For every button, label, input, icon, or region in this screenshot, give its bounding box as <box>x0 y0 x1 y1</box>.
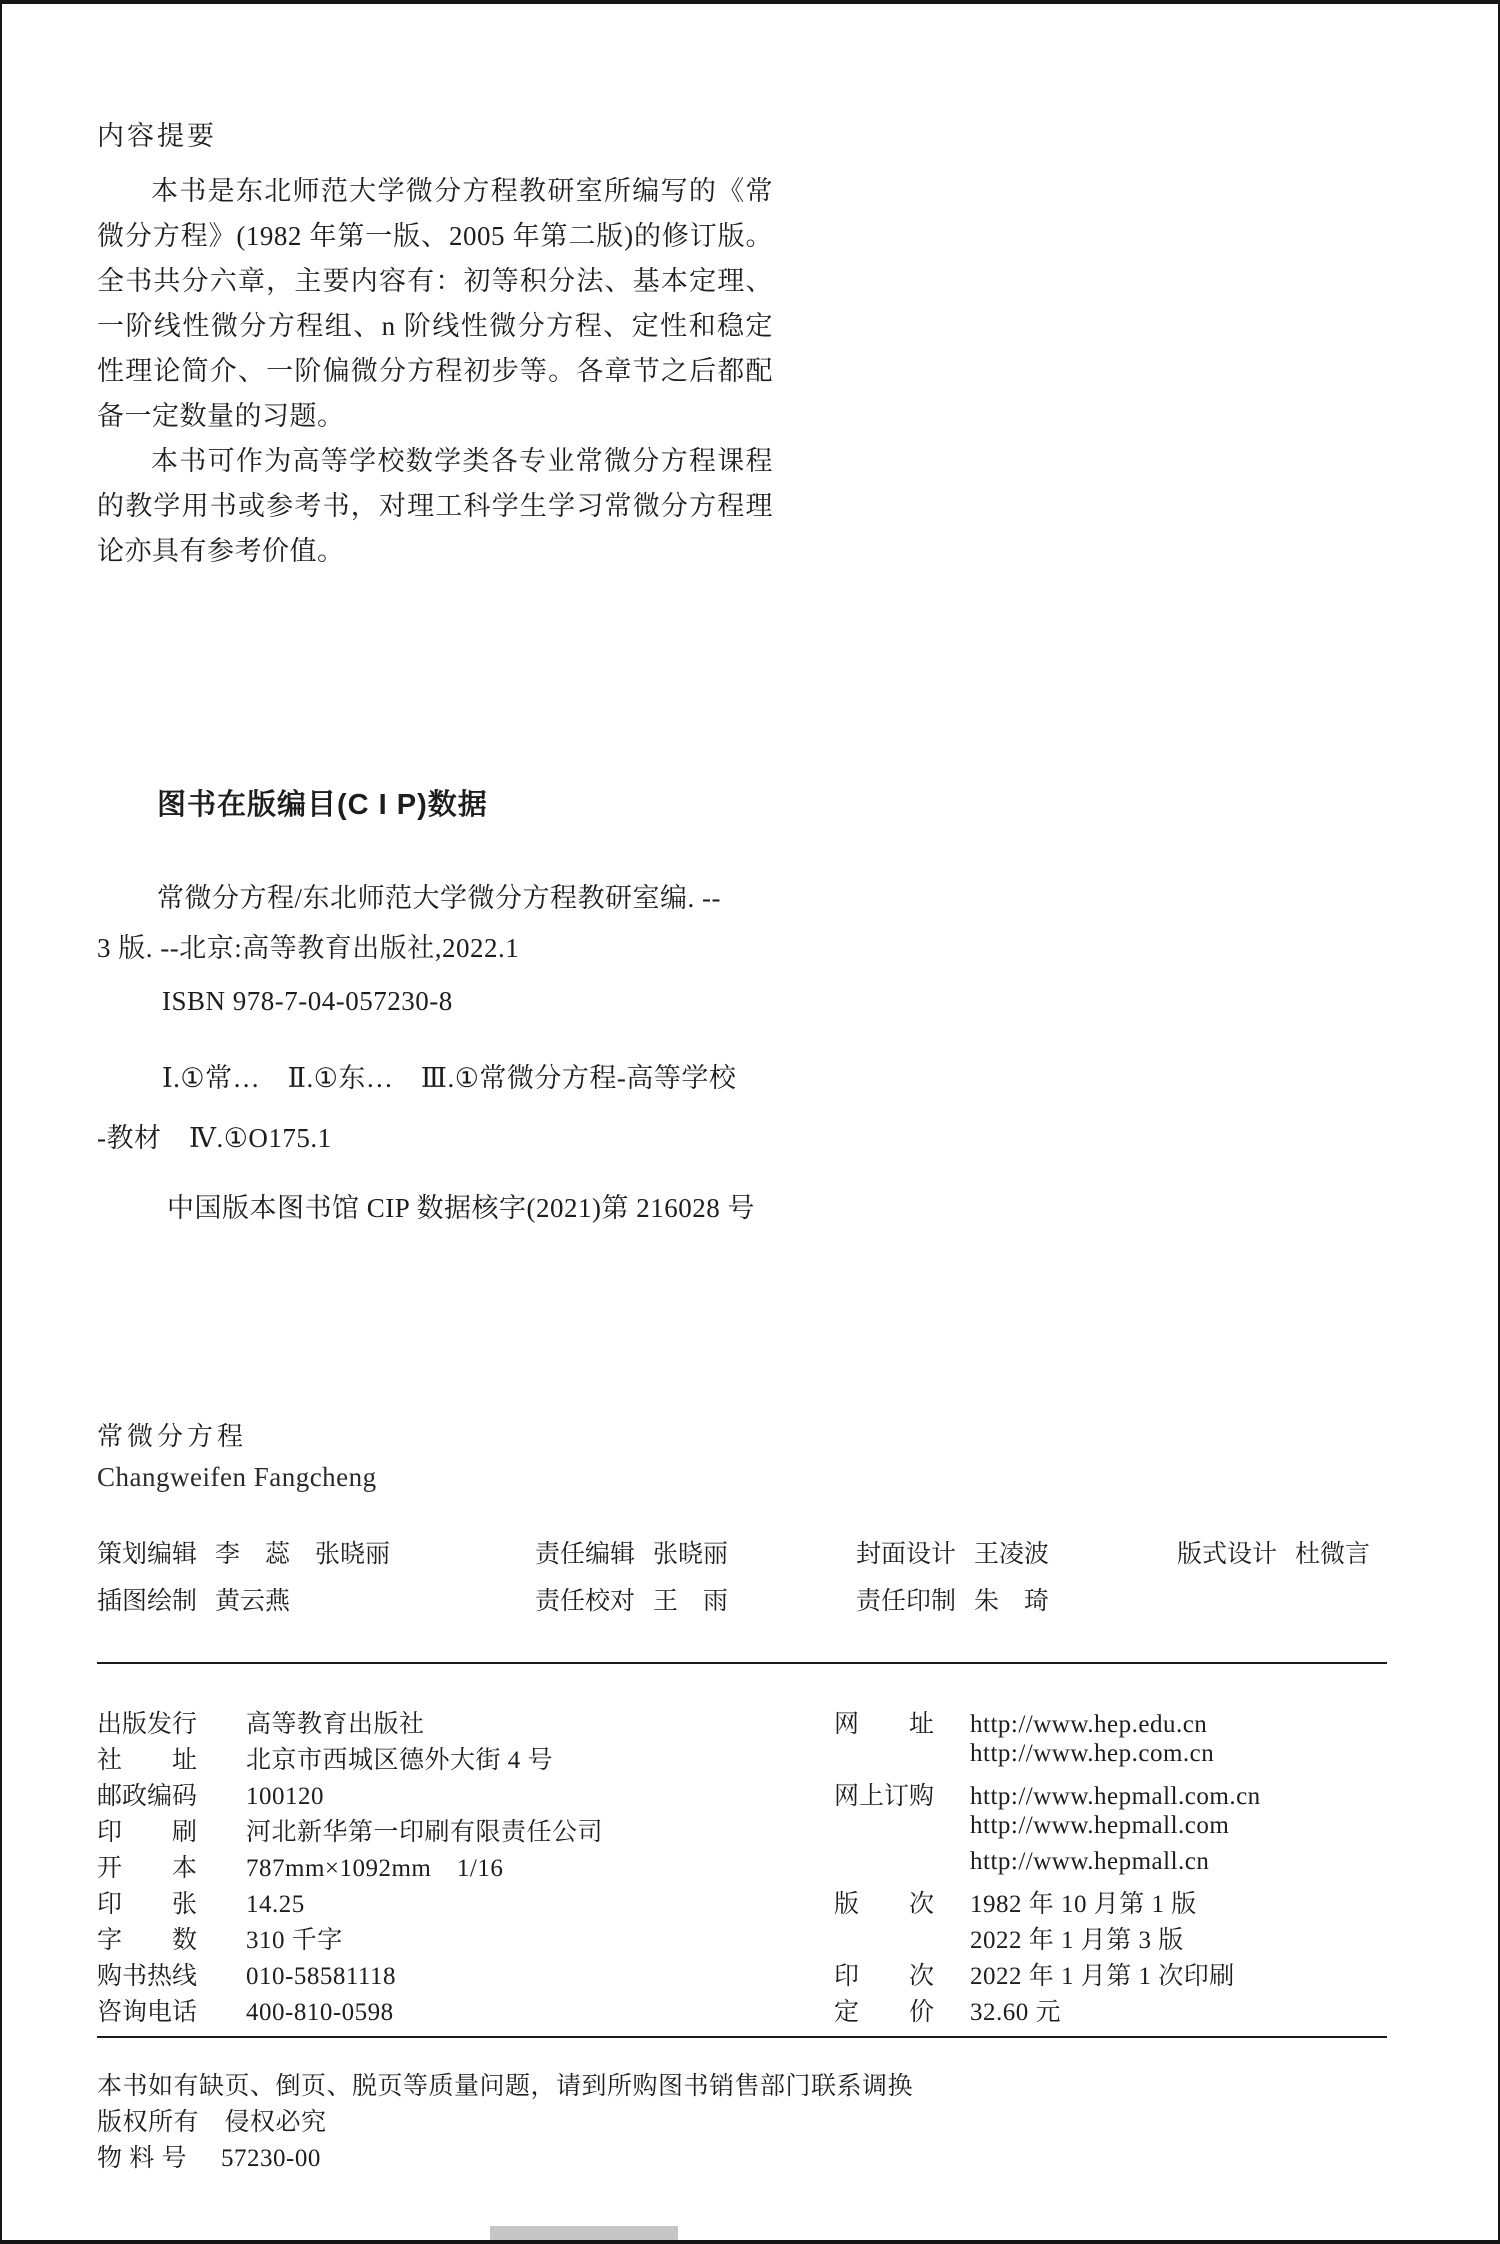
pub-row-online-order-2 <box>834 1812 1229 1840</box>
staff-label: 插图绘制 <box>97 1588 198 1615</box>
divider-rule-bottom <box>97 2036 1387 2038</box>
pub-row-website <box>834 1704 1207 1740</box>
pub-label: 咨询电话 <box>97 1999 198 2026</box>
staff-name: 王 雨 <box>653 1588 729 1615</box>
pub-value: 787mm×1092mm 1/16 <box>246 1855 504 1882</box>
staff-label: 责任校对 <box>535 1588 636 1615</box>
staff-name: 黄云燕 <box>215 1588 291 1615</box>
pub-label: 定 价 <box>834 1999 935 2026</box>
staff-label: 封面设计 <box>856 1541 957 1568</box>
pub-row-sheets <box>97 1884 305 1920</box>
pub-label: 印 次 <box>834 1963 935 1990</box>
staff-name: 杜微言 <box>1295 1541 1371 1568</box>
pub-label: 开 本 <box>97 1855 198 1882</box>
cip-entry-line-1: 常微分方程/东北师范大学微分方程教研室编. -- <box>157 883 721 913</box>
pub-value: http://www.hep.edu.cn <box>970 1711 1208 1738</box>
pub-value: http://www.hepmall.cn <box>970 1848 1210 1875</box>
pub-row-postcode <box>97 1776 324 1812</box>
pub-value: http://www.hepmall.com.cn <box>970 1783 1261 1810</box>
pub-value: 2022 年 1 月第 1 次印刷 <box>970 1963 1235 1990</box>
pub-label: 印 刷 <box>97 1819 198 1846</box>
book-title: 常微分方程 <box>97 1422 248 1451</box>
copyright-notice: 版权所有 侵权必究 <box>97 2109 327 2136</box>
pub-value: 400-810-0598 <box>246 1999 394 2026</box>
pub-value: 100120 <box>246 1783 324 1810</box>
pub-row-price <box>834 1992 1061 2028</box>
pub-row-website-2 <box>834 1740 1214 1768</box>
pub-value: 32.60 元 <box>970 1999 1062 2026</box>
pub-row-online-order-3 <box>834 1848 1209 1876</box>
quality-notice: 本书如有缺页、倒页、脱页等质量问题，请到所购图书销售部门联系调换 <box>97 2073 914 2100</box>
pub-label: 网上订购 <box>834 1783 935 1810</box>
cip-classification-line-2: -教材 Ⅳ.①O175.1 <box>97 1123 332 1153</box>
pub-row-printer <box>97 1812 603 1848</box>
staff-label: 责任编辑 <box>535 1541 636 1568</box>
pub-value: http://www.hep.com.cn <box>970 1740 1215 1767</box>
pub-value: 14.25 <box>246 1891 305 1918</box>
pub-label: 购书热线 <box>97 1963 198 1990</box>
staff-name: 朱 琦 <box>974 1588 1050 1615</box>
content-summary-section <box>97 114 773 574</box>
pub-row-hotline <box>97 1956 396 1992</box>
pub-label: 邮政编码 <box>97 1783 198 1810</box>
pub-value: 北京市西城区德外大街 4 号 <box>246 1747 554 1774</box>
divider-rule-top <box>97 1662 1387 1664</box>
pub-label: 印 张 <box>97 1891 198 1918</box>
pub-label: 网 址 <box>834 1711 935 1738</box>
staff-label: 版式设计 <box>1177 1541 1278 1568</box>
staff-layout-designer <box>1177 1534 1370 1570</box>
pub-value: 2022 年 1 月第 3 版 <box>970 1927 1184 1954</box>
pub-row-online-order <box>834 1776 1261 1812</box>
staff-planning-editor <box>97 1534 390 1570</box>
pub-value: 1982 年 10 月第 1 版 <box>970 1891 1197 1918</box>
scan-artifact-bar <box>490 2226 678 2242</box>
cip-record-number: 中国版本图书馆 CIP 数据核字(2021)第 216028 号 <box>167 1193 755 1223</box>
staff-name: 王凌波 <box>974 1541 1050 1568</box>
pub-value: 010-58581118 <box>246 1963 396 1990</box>
pub-value: 高等教育出版社 <box>246 1711 425 1738</box>
pub-row-format <box>97 1848 503 1884</box>
staff-label: 策划编辑 <box>97 1541 198 1568</box>
summary-paragraph-1: 本书是东北师范大学微分方程教研室所编写的《常微分方程》(1982 年第一版、2005 年第二版)的修订版。全书共分六章，主要内容有：初等积分法、基本定理、一阶线性微分方程组、n 阶线性微分方程、定性和稳定性理论简介、一阶偏微分方程初步等。各章节之后都配备一定数量的习题。 <box>97 176 773 431</box>
staff-print-supervisor <box>856 1581 1049 1617</box>
summary-paragraph-2: 本书可作为高等学校数学类各专业常微分方程课程的教学用书或参考书，对理工科学生学习常微分方程理论亦具有参考价值。 <box>97 446 773 566</box>
cip-heading: 图书在版编目(C I P)数据 <box>157 789 488 821</box>
pub-value: 河北新华第一印刷有限责任公司 <box>246 1819 604 1846</box>
pub-value: 310 千字 <box>246 1927 343 1954</box>
pub-label: 版 次 <box>834 1891 935 1918</box>
cip-classification-line-1: Ⅰ.①常… Ⅱ.①东… Ⅲ.①常微分方程-高等学校 <box>162 1063 737 1093</box>
summary-heading: 内容提要 <box>97 121 217 151</box>
book-title-pinyin: Changweifen Fangcheng <box>97 1462 377 1492</box>
staff-responsible-editor <box>535 1534 728 1570</box>
pub-row-edition <box>834 1884 1197 1920</box>
pub-row-edition-2 <box>834 1920 1184 1956</box>
pub-row-impression <box>834 1956 1235 1992</box>
pub-label: 社 址 <box>97 1747 198 1774</box>
staff-illustrator <box>97 1581 290 1617</box>
staff-cover-designer <box>856 1534 1049 1570</box>
material-number-label: 物 料 号 <box>97 2145 188 2172</box>
pub-row-publisher <box>97 1704 425 1740</box>
material-number-row <box>97 2138 321 2174</box>
cip-entry-line-2: 3 版. --北京:高等教育出版社,2022.1 <box>97 933 520 963</box>
pub-label: 出版发行 <box>97 1711 198 1738</box>
staff-label: 责任印制 <box>856 1588 957 1615</box>
pub-row-address <box>97 1740 553 1776</box>
material-number-value: 57230-00 <box>221 2145 321 2172</box>
pub-row-wordcount <box>97 1920 343 1956</box>
cip-isbn: ISBN 978-7-04-057230-8 <box>162 986 453 1016</box>
pub-value: http://www.hepmall.com <box>970 1812 1230 1839</box>
staff-proofreader <box>535 1581 728 1617</box>
pub-row-inquiry-phone <box>97 1992 394 2028</box>
staff-name: 李 蕊 张晓丽 <box>215 1541 391 1568</box>
pub-label: 字 数 <box>97 1927 198 1954</box>
staff-name: 张晓丽 <box>653 1541 729 1568</box>
